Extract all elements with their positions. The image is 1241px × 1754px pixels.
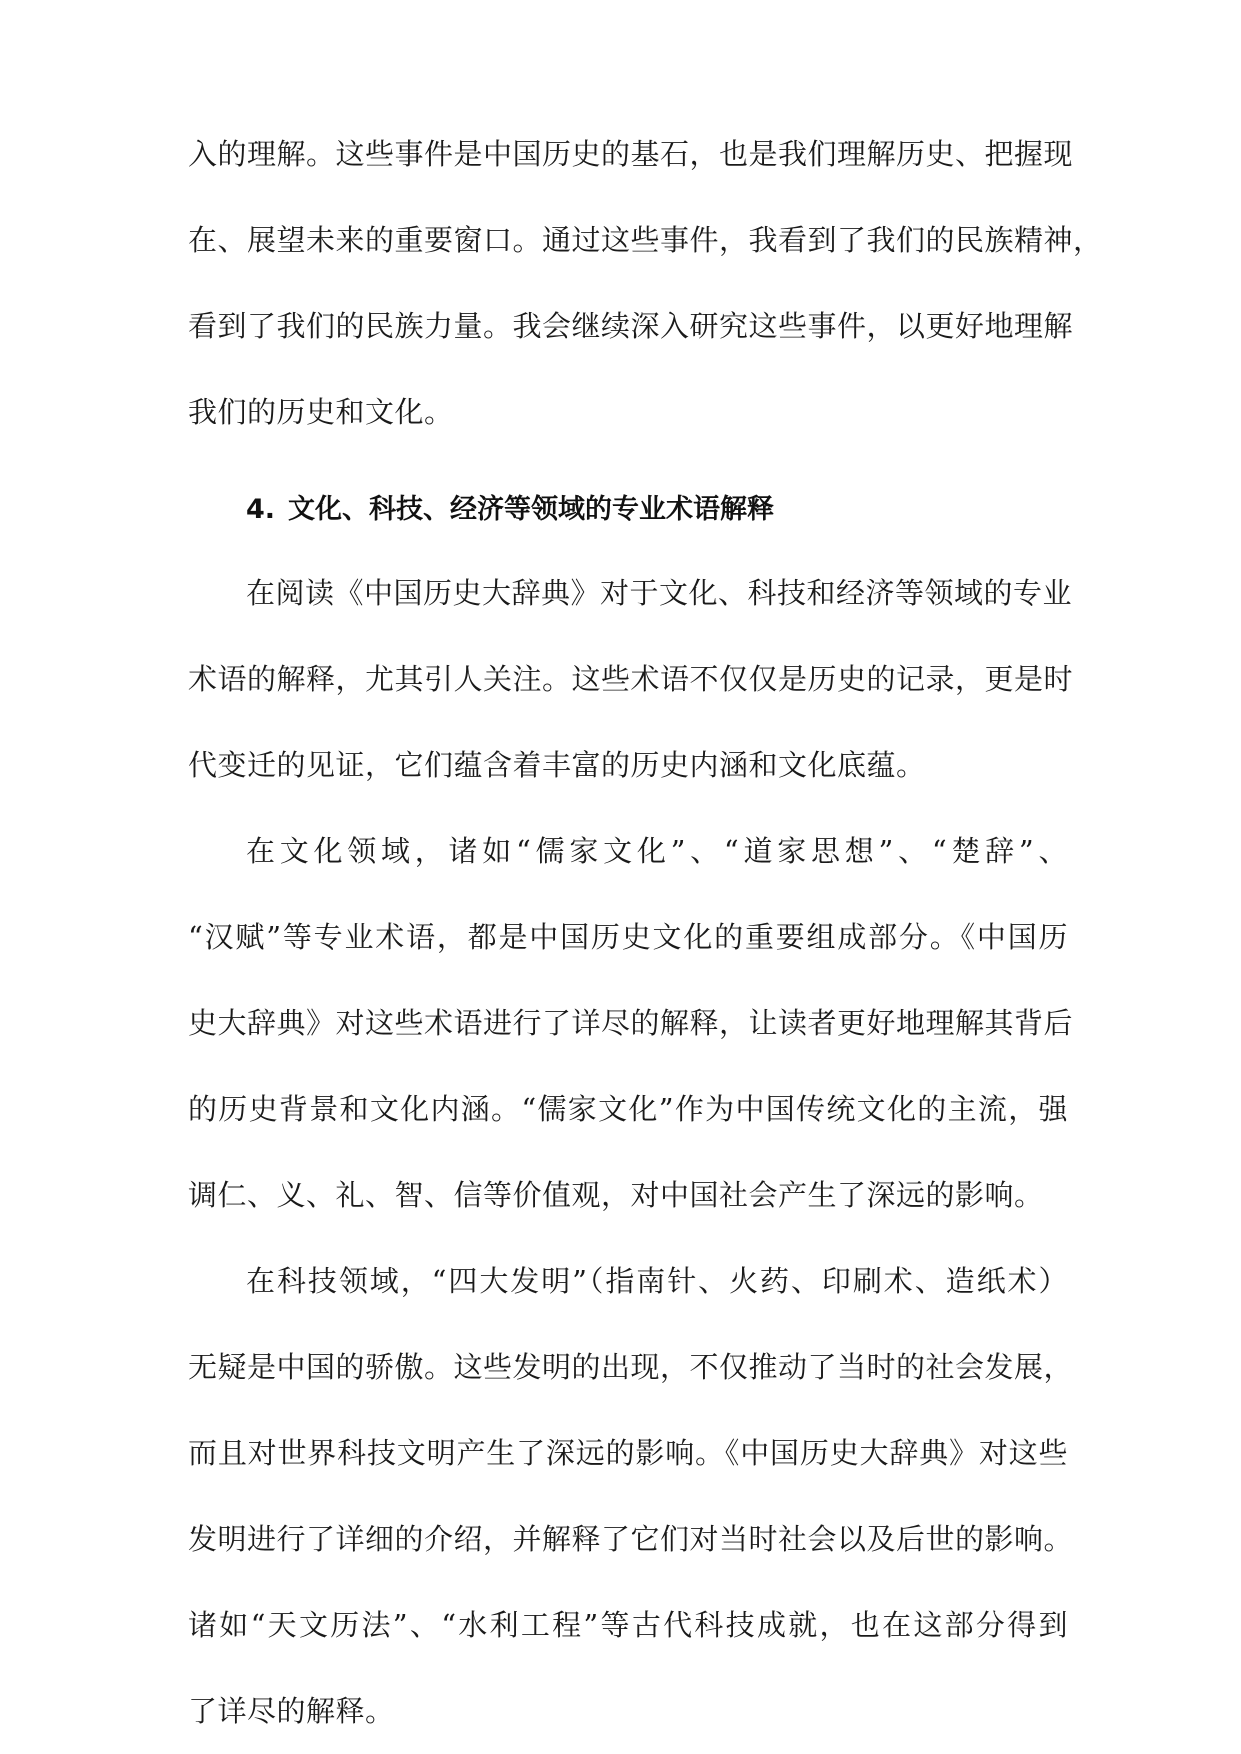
paragraph-line: 诸如“天文历法”、“水利工程”等古代科技成就，也在这部分得到 (188, 1608, 1068, 1642)
paragraph-line: 在阅读《中国历史大辞典》对于文化、科技和经济等领域的专业 (246, 576, 1073, 610)
paragraph-line: 调仁、义、礼、智、信等价值观，对中国社会产生了深远的影响。 (188, 1178, 1044, 1212)
paragraph-line: 了详尽的解释。 (188, 1694, 395, 1728)
paragraph-line: 看到了我们的民族力量。我会继续深入研究这些事件，以更好地理解 (188, 309, 1074, 343)
paragraph-line: 史大辞典》对这些术语进行了详尽的解释，让读者更好地理解其背后 (188, 1006, 1074, 1040)
paragraph-line: 发明进行了详细的介绍，并解释了它们对当时社会以及后世的影响。 (188, 1522, 1074, 1556)
paragraph-line: 在文化领域，诸如“儒家文化”、“道家思想”、“楚辞”、 (246, 834, 1068, 868)
paragraph-line: 的历史背景和文化内涵。“儒家文化”作为中国传统文化的主流，强 (188, 1092, 1068, 1126)
paragraph-line: 无疑是中国的骄傲。这些发明的出现，不仅推动了当时的社会发展， (188, 1350, 1074, 1384)
paragraph-line: 代变迁的见证，它们蕴含着丰富的历史内涵和文化底蕴。 (188, 748, 926, 782)
paragraph-line: 术语的解释，尤其引人关注。这些术语不仅仅是历史的记录，更是时 (188, 662, 1074, 696)
paragraph-line: 在、展望未来的重要窗口。通过这些事件，我看到了我们的民族精神， (188, 223, 1103, 257)
paragraph-line: “汉赋”等专业术语，都是中国历史文化的重要组成部分。《中国历 (188, 920, 1068, 954)
paragraph-line: 入的理解。这些事件是中国历史的基石，也是我们理解历史、把握现 (188, 137, 1074, 171)
section-title: 文化、科技、经济等领域的专业术语解释 (288, 494, 774, 525)
section-number: 4. (246, 494, 276, 525)
paragraph-line: 我们的历史和文化。 (188, 395, 454, 429)
paragraph-line: 在科技领域，“四大发明”（指南针、火药、印刷术、造纸术） (246, 1264, 1068, 1298)
section-heading (246, 486, 774, 534)
paragraph-line: 而且对世界科技文明产生了深远的影响。《中国历史大辞典》对这些 (188, 1436, 1068, 1470)
